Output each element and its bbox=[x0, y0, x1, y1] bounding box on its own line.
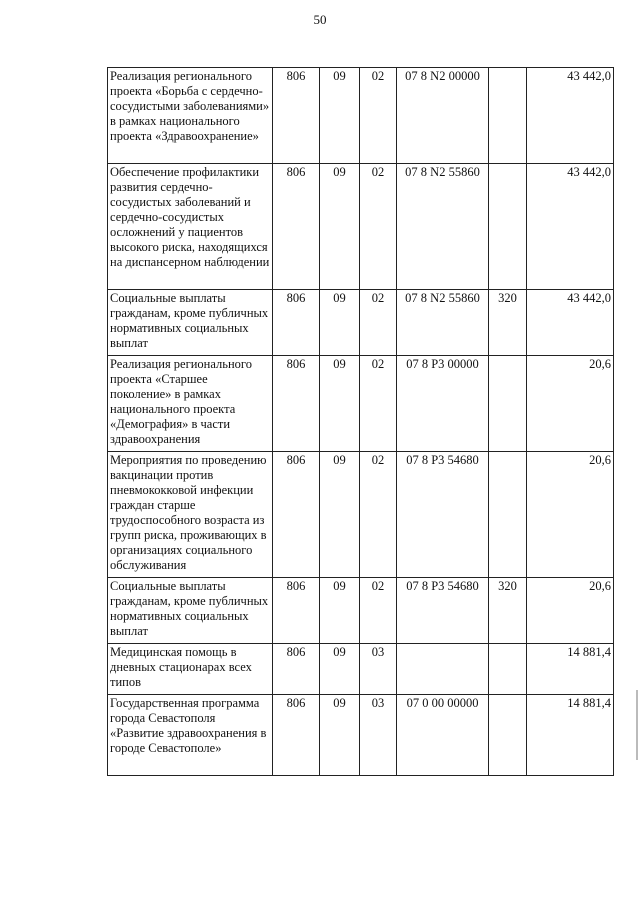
table-row bbox=[108, 578, 614, 644]
row-subsection-code: 02 bbox=[360, 68, 397, 164]
row-expense-type: 320 bbox=[489, 578, 527, 644]
table-row bbox=[108, 356, 614, 452]
row-ministry-code: 806 bbox=[273, 644, 320, 695]
table-row bbox=[108, 695, 614, 776]
row-amount: 20,6 bbox=[527, 452, 614, 578]
row-section-code: 09 bbox=[320, 644, 360, 695]
row-name: Обеспечение профилактики развития сердечно-сосудистых заболеваний и сердечно-сосудистых осложнений у пациентов высокого риска, находящихся на диспансерном наблюдении bbox=[108, 164, 273, 290]
row-target-code: 07 8 P3 54680 bbox=[397, 578, 489, 644]
row-expense-type bbox=[489, 356, 527, 452]
row-subsection-code: 02 bbox=[360, 578, 397, 644]
row-target-code: 07 8 N2 55860 bbox=[397, 164, 489, 290]
row-subsection-code: 02 bbox=[360, 164, 397, 290]
row-amount: 20,6 bbox=[527, 356, 614, 452]
row-name: Реализация регионального проекта «Борьба с сердечно-сосудистыми заболеваниями» в рамках национального проекта «Здравоохранение» bbox=[108, 68, 273, 164]
budget-table bbox=[107, 67, 614, 776]
row-target-code: 07 8 N2 00000 bbox=[397, 68, 489, 164]
table-row bbox=[108, 644, 614, 695]
row-name: Государственная программа города Севастополя «Развитие здравоохранения в городе Севастополе» bbox=[108, 695, 273, 776]
row-name: Социальные выплаты гражданам, кроме публичных нормативных социальных выплат bbox=[108, 578, 273, 644]
row-subsection-code: 02 bbox=[360, 290, 397, 356]
row-section-code: 09 bbox=[320, 578, 360, 644]
row-name: Реализация регионального проекта «Старшее поколение» в рамках национального проекта «Демография» в части здравоохранения bbox=[108, 356, 273, 452]
row-section-code: 09 bbox=[320, 290, 360, 356]
row-name: Социальные выплаты гражданам, кроме публичных нормативных социальных выплат bbox=[108, 290, 273, 356]
table-row bbox=[108, 68, 614, 164]
row-expense-type bbox=[489, 644, 527, 695]
row-expense-type bbox=[489, 695, 527, 776]
row-ministry-code: 806 bbox=[273, 578, 320, 644]
row-target-code: 07 0 00 00000 bbox=[397, 695, 489, 776]
table-row bbox=[108, 452, 614, 578]
row-section-code: 09 bbox=[320, 164, 360, 290]
row-expense-type bbox=[489, 452, 527, 578]
row-expense-type bbox=[489, 68, 527, 164]
row-expense-type bbox=[489, 164, 527, 290]
row-subsection-code: 03 bbox=[360, 695, 397, 776]
row-target-code bbox=[397, 644, 489, 695]
table-row bbox=[108, 164, 614, 290]
row-ministry-code: 806 bbox=[273, 68, 320, 164]
page-number: 50 bbox=[313, 12, 327, 27]
row-amount: 20,6 bbox=[527, 578, 614, 644]
row-name: Медицинская помощь в дневных стационарах всех типов bbox=[108, 644, 273, 695]
row-amount: 14 881,4 bbox=[527, 695, 614, 776]
row-target-code: 07 8 P3 54680 bbox=[397, 452, 489, 578]
row-ministry-code: 806 bbox=[273, 452, 320, 578]
row-subsection-code: 03 bbox=[360, 644, 397, 695]
row-section-code: 09 bbox=[320, 695, 360, 776]
row-amount: 14 881,4 bbox=[527, 644, 614, 695]
row-target-code: 07 8 P3 00000 bbox=[397, 356, 489, 452]
row-section-code: 09 bbox=[320, 68, 360, 164]
table-row bbox=[108, 290, 614, 356]
row-section-code: 09 bbox=[320, 356, 360, 452]
row-target-code: 07 8 N2 55860 bbox=[397, 290, 489, 356]
row-section-code: 09 bbox=[320, 452, 360, 578]
row-subsection-code: 02 bbox=[360, 356, 397, 452]
row-amount: 43 442,0 bbox=[527, 164, 614, 290]
row-amount: 43 442,0 bbox=[527, 68, 614, 164]
row-name: Мероприятия по проведению вакцинации против пневмококковой инфекции граждан старше трудоспособного возраста из групп риска, проживающих в организациях социального обслуживания bbox=[108, 452, 273, 578]
row-amount: 43 442,0 bbox=[527, 290, 614, 356]
row-ministry-code: 806 bbox=[273, 164, 320, 290]
row-subsection-code: 02 bbox=[360, 452, 397, 578]
scan-edge-mark bbox=[636, 690, 638, 760]
row-expense-type: 320 bbox=[489, 290, 527, 356]
row-ministry-code: 806 bbox=[273, 290, 320, 356]
row-ministry-code: 806 bbox=[273, 695, 320, 776]
row-ministry-code: 806 bbox=[273, 356, 320, 452]
